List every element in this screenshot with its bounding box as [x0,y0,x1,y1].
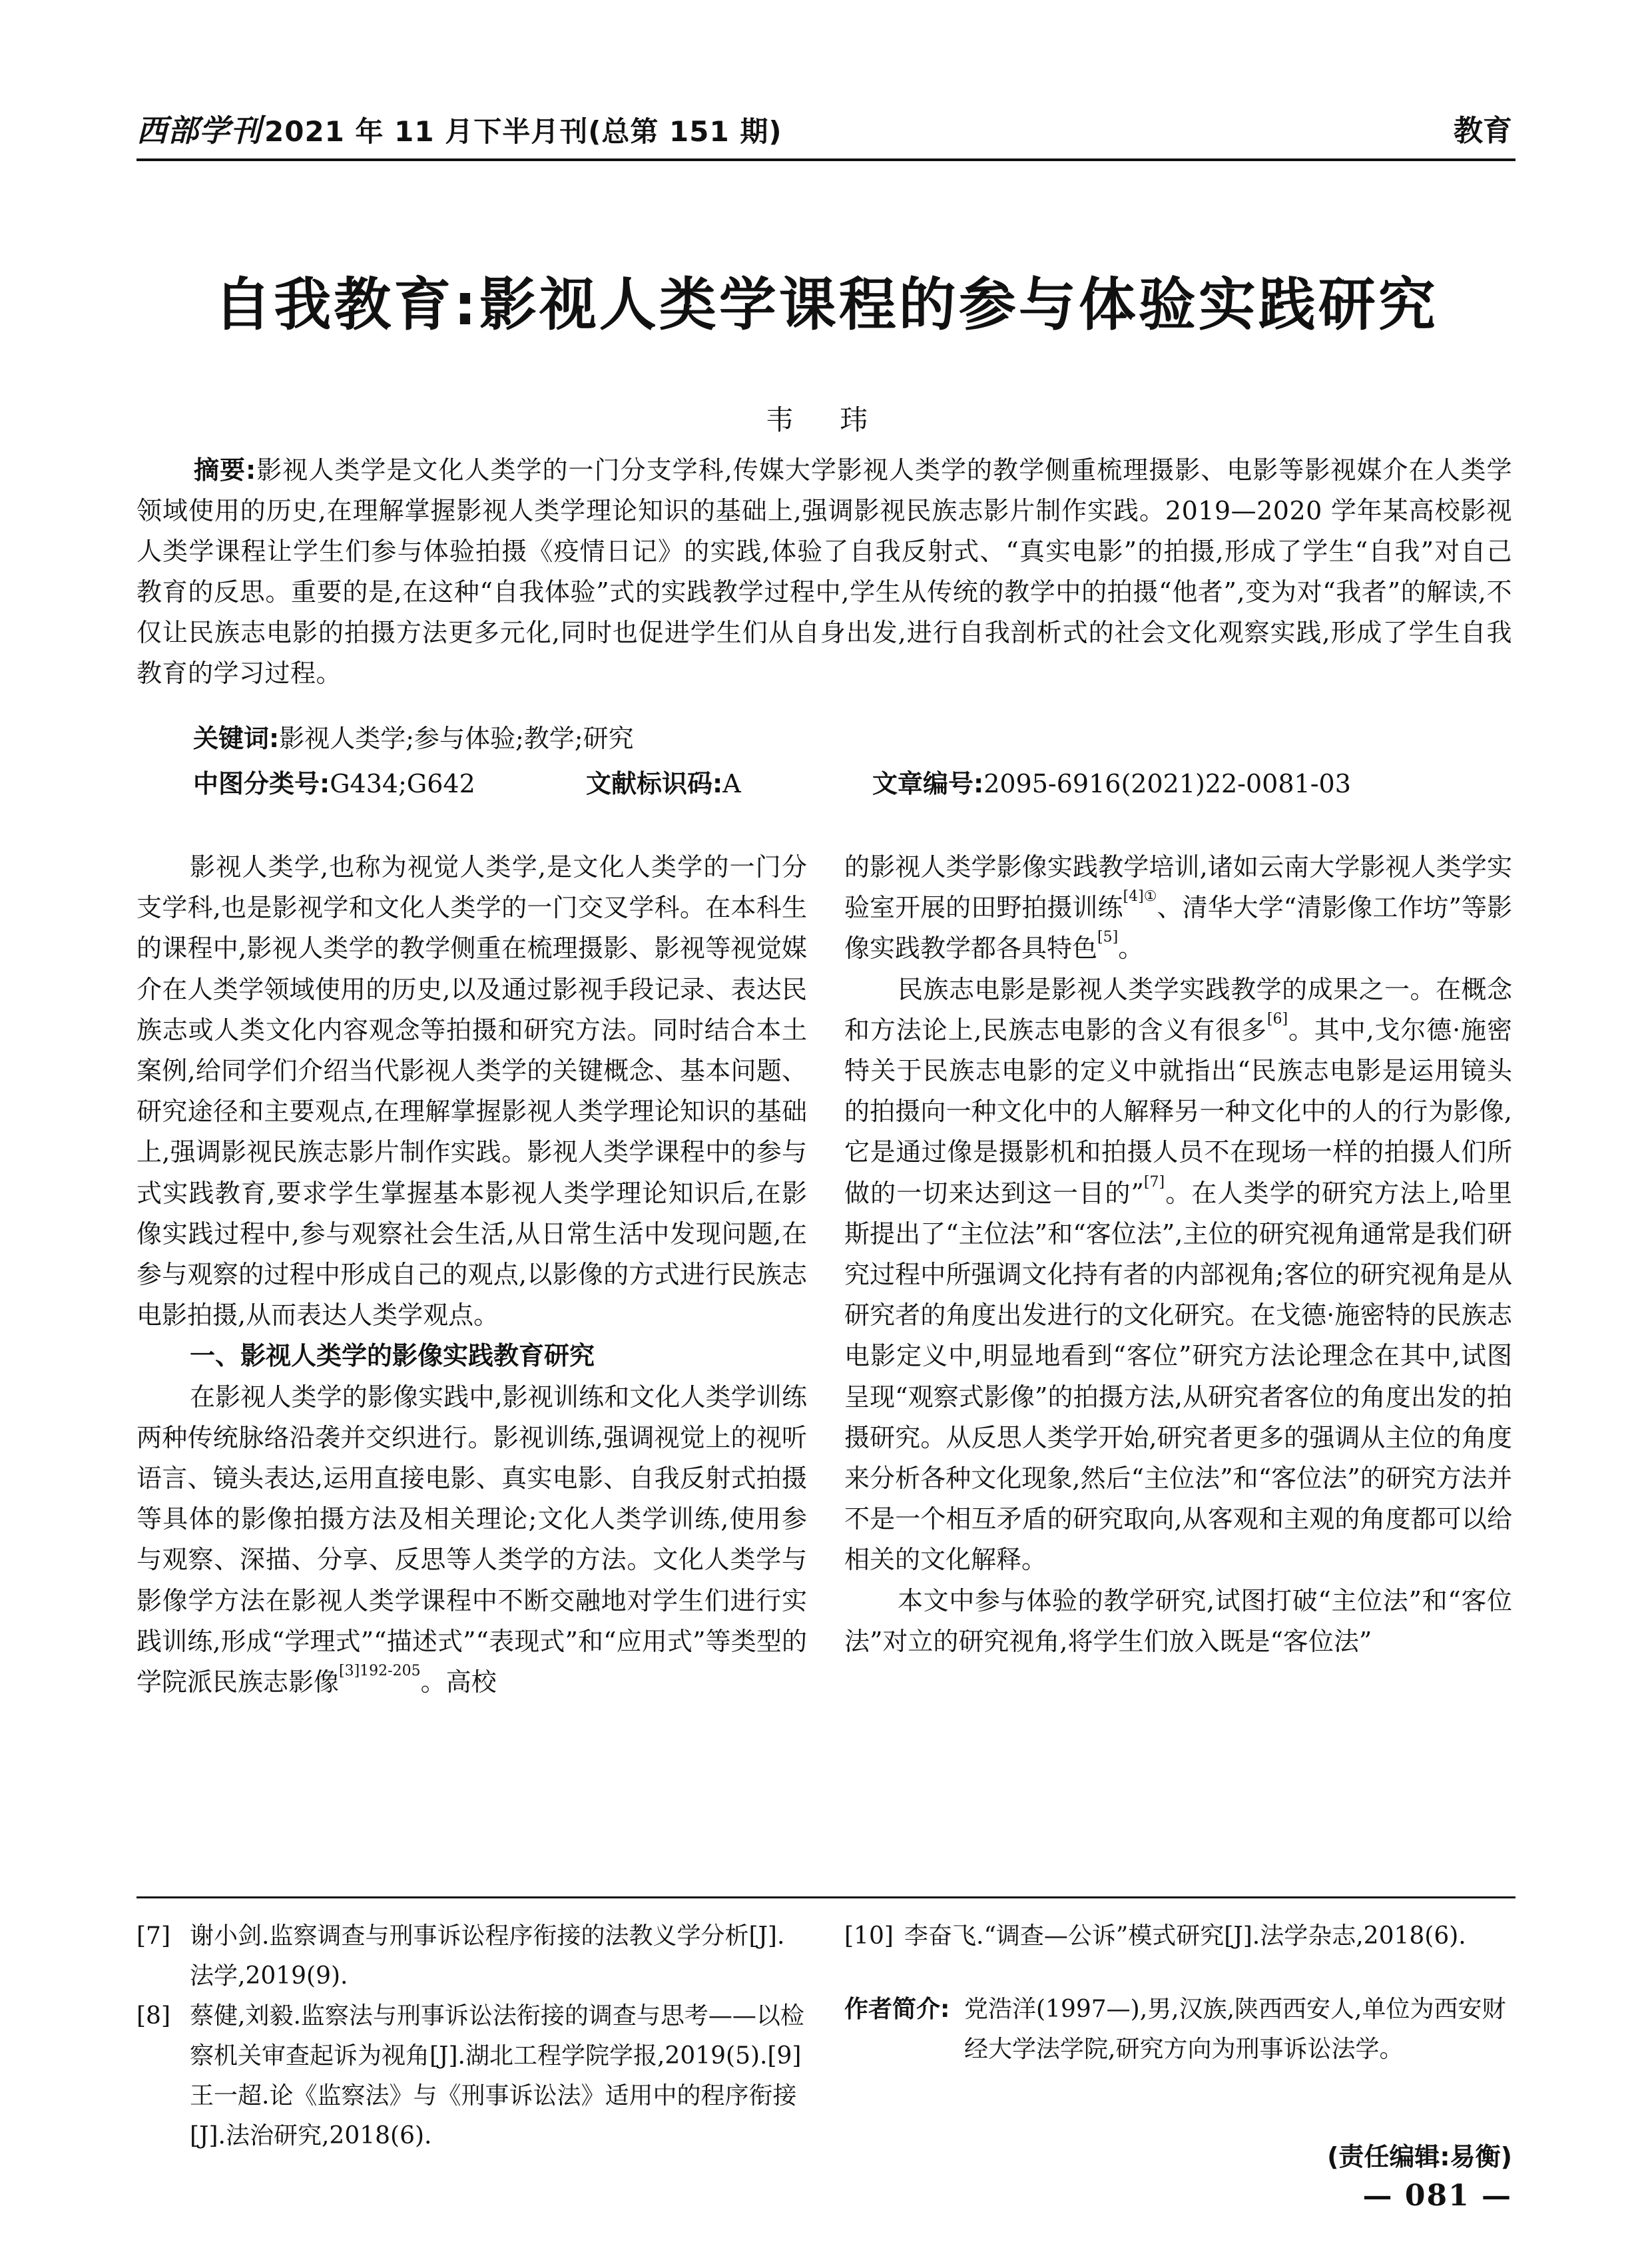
reference-text: 谢小剑.监察调查与刑事诉讼程序衔接的法教义学分析[J].法学,2019(9). [190,1922,785,1990]
doc-code-value: A [722,769,741,798]
paragraph-text: 在影视人类学的影像实践中,影视训练和文化人类学训练两种传统脉络沿袭并交织进行。影视训练,强调视觉上的视听语言、镜头表达,运用直接电影、真实电影、自我反射式拍摄等具体的影像拍摄方法及相关理论;文化人类学训练,使用参与观察、深描、分享、反思等人类学的方法。文化人类学与影像学方法在影视人类学课程中不断交融地对学生们进行实践训练,形成“学理式”“描述式”“表现式”和“应用式”等类型的学院派民族志影像 [137,1382,807,1697]
reference-item [844,1916,1512,1956]
author-note-label: 作者简介: [844,1996,950,2023]
keywords-text: 影视人类学;参与体验;教学;研究 [279,724,634,753]
clc-label: 中图分类号: [193,769,330,798]
issue-info: 2021 年 11 月下半月刊(总第 151 期) [264,115,782,148]
paragraph-text: 的影视人类学影像实践教学培训,诸如云南大学影视人类学实验室开展的田野拍摄训练 [844,852,1512,923]
references-right [844,1916,1512,1956]
footer-rule [137,1896,1515,1898]
keywords [193,718,634,754]
body-paragraph [137,1377,807,1703]
article-title: 自我教育:影视人类学课程的参与体验实践研究 [214,272,1438,338]
doc-code-label: 文献标识码: [586,769,723,798]
body-paragraph: 本文中参与体验的教学研究,试图打破“主位法”和“客位法”对立的研究视角,将学生们放入既是“客位法” [844,1585,1512,1656]
section-heading: 一、影视人类学的影像实践教育研究 [190,1341,595,1371]
article-number-value: 2095-6916(2021)22-0081-03 [983,769,1351,798]
reference-item [137,1916,806,1996]
reference-item [137,1996,806,2156]
author-note [844,1990,1512,2070]
citation: [3]192-205 [339,1663,421,1680]
abstract [137,450,1512,694]
abstract-label: 摘要: [194,455,256,485]
header-rule [137,158,1515,161]
section-label: 教育 [1454,114,1512,148]
paragraph-text: 。其中,戈尔德·施密特关于民族志电影的定义中就指出“民族志电影是运用镜头的拍摄向一种文化中的人解释另一种文化中的人的行为影像,它是通过像是摄影机和拍摄人员不在现场一样的拍摄人们所做的一切来达到这一目的” [844,1015,1512,1208]
citation: [6] [1266,1010,1288,1027]
article-number-label: 文章编号: [872,769,984,798]
citation: [4]① [1123,888,1157,906]
clc-code [193,763,475,800]
citation: [7] [1143,1173,1165,1191]
paragraph-text: 。高校 [420,1667,497,1697]
keywords-label: 关键词: [193,724,280,753]
article-number [872,763,1351,800]
paragraph-text: 。在人类学的研究方法上,哈里斯提出了“主位法”和“客位法”,主位的研究视角通常是我们研究过程中所强调文化持有者的内部视角;客位的研究视角是从研究者的角度出发进行的文化研究。在戈德·施密特的民族志电影定义中,明显地看到“客位”研究方法论理念在其中,试图呈现“观察式影像”的拍摄方法,从研究者客位的角度出发的拍摄研究。从反思人类学开始,研究者更多的强调从主位的角度来分析各种文化现象,然后“主位法”和“客位法”的研究方法并不是一个相互矛盾的研究取向,从客观和主观的角度都可以给相关的文化解释。 [844,1178,1512,1575]
paragraph-text: 民族志电影是影视人类学实践教学的成果之一。在概念和方法论上,民族志电影的含义有很多 [844,974,1512,1045]
right-column [844,847,1512,1662]
journal-logo: 西部学刊 [137,113,262,148]
paragraph-text: 、清华大学“清影像工作坊”等影像实践教学都各具特色 [844,893,1512,964]
references-left [137,1916,806,2156]
reference-number: [8] [137,2002,170,2030]
citation: [5] [1097,929,1119,946]
reference-text: 蔡健,刘毅.监察法与刑事诉讼法衔接的调查与思考——以检察机关审查起诉为视角[J].湖北工程学院学报,2019(5).[9]王一超.论《监察法》与《刑事诉讼法》适用中的程序衔接[J].法治研究,2018(6). [190,2002,804,2149]
doc-code [586,763,741,800]
author-note-text: 党浩洋(1997—),男,汉族,陕西西安人,单位为西安财经大学法学院,研究方向为刑事诉讼法学。 [964,1996,1506,2063]
editor-credit: (责任编辑:易衡) [1327,2142,1512,2171]
reference-number: [10] [844,1922,894,1950]
article-author: 韦 玮 [765,404,887,436]
left-column [137,847,807,1703]
abstract-text: 影视人类学是文化人类学的一门分支学科,传媒大学影视人类学的教学侧重梳理摄影、电影等影视媒介在人类学领域使用的历史,在理解掌握影视人类学理论知识的基础上,强调影视民族志影片制作实践。2019—2020 学年某高校影视人类学课程让学生们参与体验拍摄《疫情日记》的实践,体验了自我反射式、“真实电影”的拍摄,形成了学生“自我”对自己教育的反思。重要的是,在这种“自我体验”式的实践教学过程中,学生从传统的教学中的拍摄“他者”,变为对“我者”的解读,不仅让民族志电影的拍摄方法更多元化,同时也促进学生们从自身出发,进行自我剖析式的社会文化观察实践,形成了学生自我教育的学习过程。 [137,455,1512,688]
body-paragraph [844,847,1512,970]
paragraph-text: 。 [1118,934,1144,964]
reference-number: [7] [137,1922,170,1950]
page-number: — 081 — [1362,2179,1512,2213]
clc-value: G434;G642 [330,769,475,798]
journal-header [137,107,782,150]
body-paragraph [844,970,1512,1581]
reference-text: 李奋飞.“调查—公诉”模式研究[J].法学杂志,2018(6). [904,1922,1466,1950]
body-paragraph: 影视人类学,也称为视觉人类学,是文化人类学的一门分支学科,也是影视学和文化人类学的一门交叉学科。在本科生的课程中,影视人类学的教学侧重在梳理摄影、影视等视觉媒介在人类学领域使用的历史,以及通过影视手段记录、表达民族志或人类文化内容观念等拍摄和研究方法。同时结合本土案例,给同学们介绍当代影视人类学的关键概念、基本问题、研究途径和主要观点,在理解掌握影视人类学理论知识的基础上,强调影视民族志影片制作实践。影视人类学课程中的参与式实践教育,要求学生掌握基本影视人类学理论知识后,在影像实践过程中,参与观察社会生活,从日常生活中发现问题,在参与观察的过程中形成自己的观点,以影像的方式进行民族志电影拍摄,从而表达人类学观点。 [137,852,807,1330]
